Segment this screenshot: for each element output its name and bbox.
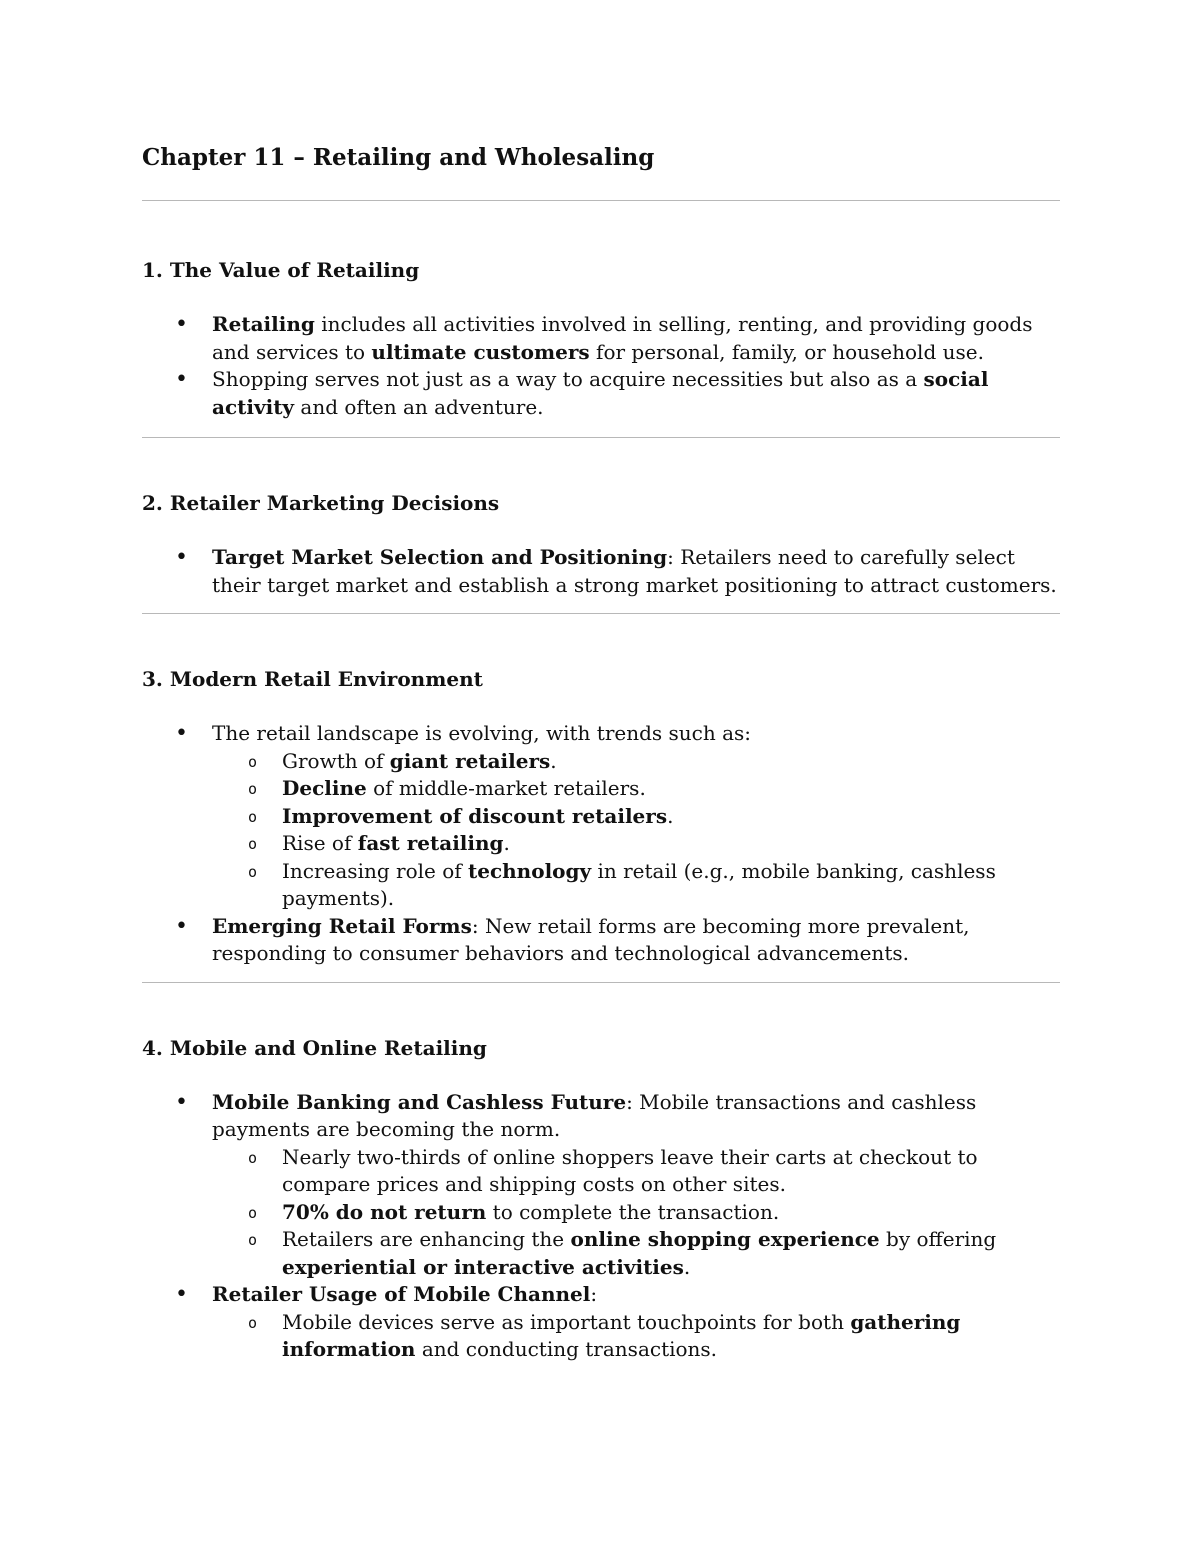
bold-text: giant retailers [389,748,551,773]
text-run: for personal, family, or household use. [589,339,984,364]
section-heading: 4. Mobile and Online Retailing [142,1035,487,1060]
section-heading: 1. The Value of Retailing [142,258,420,282]
sub-bullet-item [282,1226,1060,1281]
text-run: of middle-market retailers. [366,776,646,800]
text-run: : Retailers need to carefully select their target market and establish a strong market positioning to attract customers. [212,545,1057,597]
text-run: . [683,1254,691,1279]
text-run: : [590,1282,598,1306]
bold-text: Target Market Selection and Positioning [212,545,668,569]
text-run: . [667,803,674,828]
text-run: Shopping serves not just as a way to acquire necessities but also as a [212,367,924,391]
text-run: Retailers are enhancing the [282,1227,571,1251]
document-title: Chapter 11 – Retailing and Wholesaling [142,144,655,171]
text-run: in retail (e.g., mobile banking, cashless payments). [282,858,996,910]
text-run: The retail landscape is evolving, with trends such as: [212,721,752,745]
text-run: . [550,748,557,773]
bullet-item [212,366,1060,421]
bold-text: social activity [212,367,989,419]
text-run: to complete the transaction. [486,1199,780,1224]
bullet-item [212,913,1060,968]
divider [142,437,1060,438]
bold-text: experiential or interactive activities [282,1254,684,1279]
bullet-item [212,720,1060,913]
sub-bullet-item [282,1199,1060,1227]
text-run: by offering [879,1227,997,1251]
sub-bullet-item [282,1309,1060,1364]
divider [142,200,1060,201]
sub-bullet-item [282,748,1060,776]
sub-bullet-list [141,1144,1060,1282]
sub-bullet-item [282,1144,1060,1199]
sub-bullet-list [141,748,1060,913]
bullet-list [142,1089,1060,1364]
section-heading: 2. Retailer Marketing Decisions [142,491,500,515]
bullet-item [212,1281,1060,1364]
divider [142,613,1060,614]
document-body [142,257,1060,1364]
bold-text: Decline [282,776,367,800]
sub-bullet-list [141,1309,1060,1364]
text-run: and conducting transactions. [415,1337,718,1361]
bold-text: Mobile Banking and Cashless Future [212,1089,627,1114]
bold-text: Emerging Retail Forms [212,913,472,938]
bold-text: Retailer Usage of Mobile Channel [212,1282,591,1306]
bold-text: ultimate customers [371,339,590,364]
bullet-list [142,720,1060,968]
sub-bullet-item [282,830,1060,858]
divider [142,982,1060,983]
bold-text: online shopping experience [570,1227,880,1251]
bullet-list [142,311,1060,421]
sub-bullet-item [282,858,1060,913]
sub-bullet-item [282,803,1060,831]
text-run: Rise of [282,831,358,855]
bold-text: 70% do not return [282,1199,487,1224]
bold-text: technology [468,858,592,883]
text-run: : Mobile transactions and cashless payments are becoming the norm. [212,1089,977,1141]
text-run: Mobile devices serve as important touchpoints for both [282,1309,851,1334]
text-run: Increasing role of [282,858,468,883]
bold-text: Retailing [212,312,315,336]
text-run: and often an adventure. [294,394,544,419]
bullet-item [212,544,1060,599]
section-heading: 3. Modern Retail Environment [142,667,483,691]
bullet-item [212,311,1060,366]
bullet-item [212,1089,1060,1282]
text-run: : New retail forms are becoming more prevalent, responding to consumer behaviors and technological advancements. [212,913,970,965]
text-run: includes all activities involved in selling, renting, and providing goods and services to [212,312,1033,364]
text-run: Growth of [282,748,390,773]
text-run: . [503,831,510,855]
bold-text: fast retailing [357,831,504,855]
bold-text: gathering information [282,1309,961,1361]
sub-bullet-item [282,775,1060,803]
bold-text: Improvement of discount retailers [282,803,668,828]
text-run: Nearly two-thirds of online shoppers leave their carts at checkout to compare prices and shipping costs on other sites. [282,1144,978,1196]
bullet-list [142,544,1060,599]
